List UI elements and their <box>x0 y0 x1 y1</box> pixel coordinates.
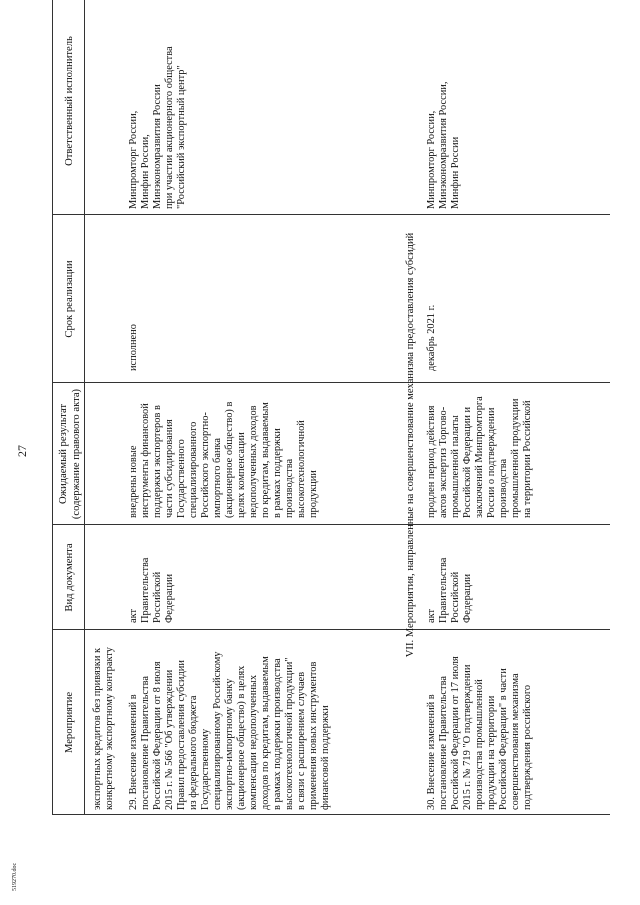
column-divider <box>52 629 610 630</box>
row-30-result: продлен период действия актов экспертиз Торгово- промышленной палаты Российской Федерации и заключений Минпромторга России о подтверждении производства промышленной продукции на территории Российской <box>426 396 533 518</box>
section-heading: VII. Мероприятия, направленные на совершенствование механизма предоставления субсидий <box>405 232 416 658</box>
header-executor: Ответственный исполнитель <box>64 36 75 166</box>
header-result: Ожидаемый результат (содержание правового акта) <box>58 388 82 520</box>
row-29-executor: Минпромторг России, Минфин России, Минэкономразвития России при участии акционерного общества "Российский экспортный центр" <box>128 46 187 209</box>
column-divider <box>52 214 610 215</box>
row-30-deadline: декабрь 2021 г. <box>426 304 437 371</box>
row-29-measure: 29. Внесение изменений в постановление Правительства Российской Федерации от 8 июля 2015 г. № 566 "Об утверждении Правил предоставления субсидии из федерального бюджета Государственному специализированному Российскому экспортно-импортному банку (акционерное общество) в целях компенсации недополученных доходов по кредитам, выдаваемым в рамках поддержки производства высокотехнологичной продукции" в связи с расширением случаев применения новых инструментов финансовой поддержки <box>128 651 331 810</box>
table-top-border <box>52 0 53 815</box>
continuation-text: экспортных кредитов без привязки к конкретному экспортному контракту <box>92 646 115 810</box>
column-divider <box>52 382 610 383</box>
header-measure: Мероприятие <box>64 691 75 754</box>
row-29-deadline: исполнено <box>128 324 139 371</box>
row-30-measure: 30. Внесение изменений в постановление Правительства Российской Федерации от 17 июля 2015 г. № 719 "О подтверждении производства промышленной продукции на территории Российской Федерации" в части совершенствования механизма подтверждения российского <box>426 656 533 810</box>
page-number: 27 <box>15 445 29 457</box>
row-30-executor: Минпромторг России, Минэкономразвития России, Минфин России <box>426 81 461 209</box>
column-divider <box>52 524 610 525</box>
header-bottom-border <box>84 0 85 815</box>
document-id: 519270.doc <box>12 862 18 891</box>
row-29-doc-type: акт Правительства Российской Федерации <box>128 557 175 623</box>
row-29-result: внедрены новые инструменты финансовой поддержки экспортеров в части субсидирования Государственного специализированного Российского экспортно- импортного банка (акционерное общество) в целях компенсации недополученных доходов по кредитам, выдаваемым в рамках поддержки производства высокотехнологичной продукции <box>128 401 319 518</box>
header-deadline: Срок реализации <box>64 260 75 338</box>
table-border-left <box>52 814 610 815</box>
header-doc-type: Вид документа <box>64 543 75 612</box>
row-30-doc-type: акт Правительства Российской Федерации <box>426 557 473 623</box>
